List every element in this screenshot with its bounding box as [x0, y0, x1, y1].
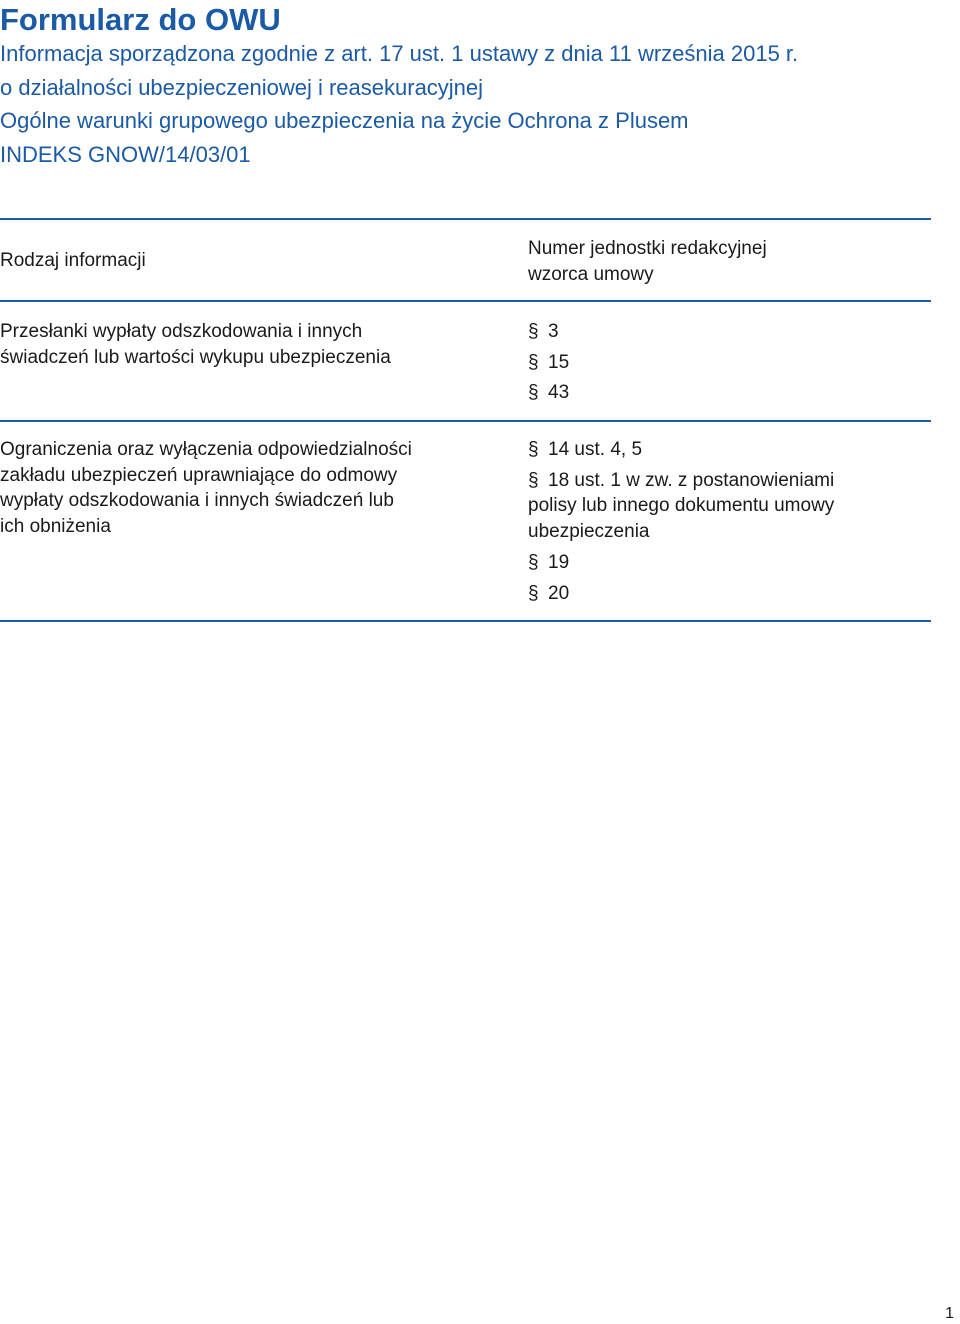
legal-basis-line: Informacja sporządzona zgodnie z art. 17 ust. 1 ustawy z dnia 11 września 2015 r.: [0, 41, 799, 66]
table-row-2-info: [0, 437, 500, 539]
info-line: Ograniczenia oraz wyłączenia odpowiedzialności: [0, 439, 412, 460]
info-line: zakładu ubezpieczeń uprawniające do odmowy: [0, 464, 398, 486]
paragraph-ref: § 43: [528, 380, 569, 406]
section-symbol: §: [528, 552, 539, 573]
legal-basis-line-2: o działalności ubezpieczeniowej i reasekuracyjnej: [0, 75, 484, 100]
paragraph-ref: § 3: [528, 319, 559, 345]
table-top-divider: [0, 218, 931, 220]
document-title: Formularz do OWU: [0, 2, 281, 37]
paragraph-ref: § 19: [528, 550, 569, 576]
table-header-divider: [0, 300, 931, 302]
column-header-unit-number: [528, 236, 928, 287]
info-line: ich obniżenia: [0, 515, 111, 537]
paragraph-ref-continuation: polisy lub innego dokumentu umowy ubezpieczenia: [528, 495, 835, 542]
document-index: INDEKS GNOW/14/03/01: [0, 142, 251, 167]
section-symbol: §: [528, 439, 539, 460]
section-symbol: §: [528, 382, 539, 403]
section-symbol: §: [528, 321, 539, 342]
info-line: wypłaty odszkodowania i innych świadczeń lub: [0, 490, 394, 511]
column-header-line: Numer jednostki redakcyjnej: [528, 238, 767, 259]
page-number: 1: [945, 1305, 954, 1322]
paragraph-ref: § 18 ust. 1 w zw. z postanowieniami: [528, 468, 834, 494]
info-line: Przesłanki wypłaty odszkodowania i innych: [0, 321, 363, 342]
table-row-1-info: [0, 319, 500, 370]
table-row-divider: [0, 420, 931, 422]
product-name: Ogólne warunki grupowego ubezpieczenia na życie Ochrona z Plusem: [0, 108, 689, 133]
paragraph-ref: § 14 ust. 4, 5: [528, 437, 642, 463]
section-symbol: §: [528, 352, 539, 373]
column-header-line: wzorca umowy: [528, 263, 654, 285]
info-line: świadczeń lub wartości wykupu ubezpieczenia: [0, 346, 391, 368]
paragraph-ref: § 20: [528, 581, 569, 607]
section-symbol: §: [528, 470, 539, 491]
table-bottom-divider: [0, 620, 931, 622]
paragraph-ref: § 15: [528, 350, 569, 376]
section-symbol: §: [528, 583, 539, 604]
column-header-info-type: Rodzaj informacji: [0, 250, 146, 271]
